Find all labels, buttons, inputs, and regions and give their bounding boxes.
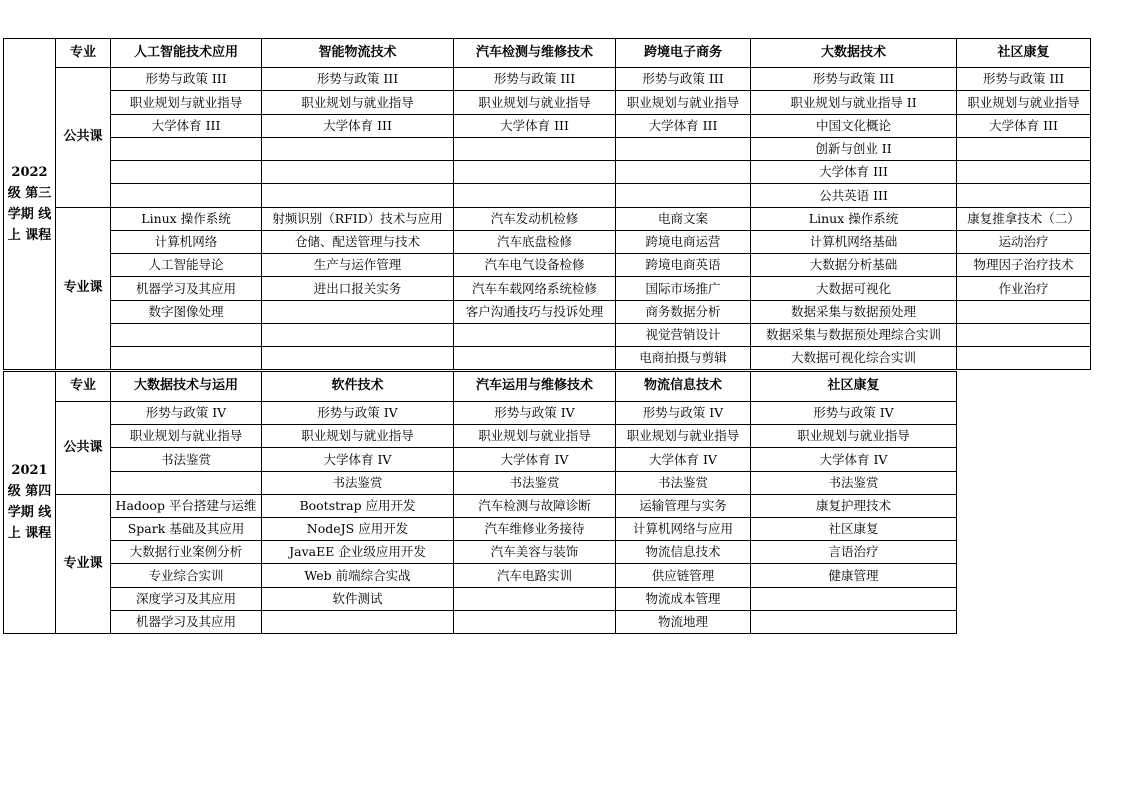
table-row	[4, 91, 1091, 114]
course-cell: 形势与政策 IV	[262, 402, 454, 425]
table-row	[4, 323, 1091, 346]
course-cell: 职业规划与就业指导	[454, 425, 616, 448]
course-cell: 言语治疗	[751, 541, 957, 564]
column-header: 专业	[56, 372, 111, 402]
table-row	[4, 425, 957, 448]
course-cell: 公共英语 III	[751, 184, 957, 207]
table-row	[4, 347, 1091, 370]
course-cell: 专业综合实训	[111, 564, 262, 587]
course-cell: NodeJS 应用开发	[262, 517, 454, 540]
course-cell	[454, 347, 616, 370]
course-cell: 职业规划与就业指导	[262, 425, 454, 448]
course-cell	[111, 323, 262, 346]
course-cell: 大学体育 III	[454, 114, 616, 137]
course-cell: 射频识别（RFID）技术与应用	[262, 207, 454, 230]
course-cell: 形势与政策 IV	[111, 402, 262, 425]
course-cell	[111, 137, 262, 160]
course-cell	[454, 610, 616, 633]
course-cell: 书法鉴赏	[616, 471, 751, 494]
course-cell: 机器学习及其应用	[111, 277, 262, 300]
course-cell: 汽车底盘检修	[454, 230, 616, 253]
course-cell: 计算机网络	[111, 230, 262, 253]
course-cell: 运动治疗	[957, 230, 1091, 253]
course-cell: Linux 操作系统	[111, 207, 262, 230]
schedule-table-2021	[3, 371, 957, 634]
course-cell	[111, 184, 262, 207]
table-row	[4, 564, 957, 587]
course-cell: 电商文案	[616, 207, 751, 230]
course-cell: 数据采集与数据预处理综合实训	[751, 323, 957, 346]
table-row	[4, 471, 957, 494]
course-cell: 形势与政策 III	[957, 68, 1091, 91]
course-cell: 大学体育 III	[262, 114, 454, 137]
course-cell: 计算机网络基础	[751, 230, 957, 253]
course-cell: 跨境电商运营	[616, 230, 751, 253]
course-cell	[957, 161, 1091, 184]
table-row	[4, 114, 1091, 137]
course-cell	[111, 347, 262, 370]
course-cell	[262, 300, 454, 323]
course-cell: 职业规划与就业指导	[111, 91, 262, 114]
course-cell: 大数据可视化综合实训	[751, 347, 957, 370]
course-cell: 创新与创业 II	[751, 137, 957, 160]
course-cell: 康复推拿技术（二）	[957, 207, 1091, 230]
table-row	[4, 494, 957, 517]
course-cell: 软件测试	[262, 587, 454, 610]
course-cell: 数据采集与数据预处理	[751, 300, 957, 323]
table-row	[4, 541, 957, 564]
course-cell: JavaEE 企业级应用开发	[262, 541, 454, 564]
course-cell: 汽车电路实训	[454, 564, 616, 587]
course-cell: 职业规划与就业指导	[751, 425, 957, 448]
column-header: 汽车检测与维修技术	[454, 39, 616, 68]
course-cell: 作业治疗	[957, 277, 1091, 300]
course-cell	[454, 323, 616, 346]
course-cell: 职业规划与就业指导	[262, 91, 454, 114]
course-cell: 形势与政策 III	[751, 68, 957, 91]
column-header: 跨境电子商务	[616, 39, 751, 68]
course-cell: 供应链管理	[616, 564, 751, 587]
table-row	[4, 137, 1091, 160]
course-cell	[262, 323, 454, 346]
table-row	[4, 610, 957, 633]
course-cell	[957, 184, 1091, 207]
course-cell: 形势与政策 IV	[751, 402, 957, 425]
table-row	[4, 448, 957, 471]
course-cell: 大数据行业案例分析	[111, 541, 262, 564]
course-cell: 汽车车载网络系统检修	[454, 277, 616, 300]
course-cell: 汽车发动机检修	[454, 207, 616, 230]
course-cell	[616, 137, 751, 160]
column-header: 物流信息技术	[616, 372, 751, 402]
course-cell: 人工智能导论	[111, 254, 262, 277]
course-cell: 形势与政策 III	[616, 68, 751, 91]
course-cell: 大学体育 IV	[616, 448, 751, 471]
column-header: 社区康复	[957, 39, 1091, 68]
course-cell	[262, 347, 454, 370]
course-cell: 数字图像处理	[111, 300, 262, 323]
header-row	[4, 39, 1091, 68]
course-cell	[262, 610, 454, 633]
course-cell: 大数据可视化	[751, 277, 957, 300]
category-label: 专业课	[56, 494, 111, 633]
table-row	[4, 277, 1091, 300]
table-row	[4, 207, 1091, 230]
course-cell	[751, 587, 957, 610]
table-row	[4, 161, 1091, 184]
course-cell: 大学体育 IV	[751, 448, 957, 471]
course-cell: 大数据分析基础	[751, 254, 957, 277]
course-cell: 职业规划与就业指导	[957, 91, 1091, 114]
category-label: 公共课	[56, 68, 111, 208]
table-row	[4, 587, 957, 610]
course-cell: 汽车美容与装饰	[454, 541, 616, 564]
schedule-table-2022	[3, 38, 1091, 370]
course-cell: 生产与运作管理	[262, 254, 454, 277]
course-cell	[751, 610, 957, 633]
course-cell: 物流信息技术	[616, 541, 751, 564]
course-cell: 职业规划与就业指导	[111, 425, 262, 448]
course-cell	[616, 161, 751, 184]
course-cell: 形势与政策 IV	[616, 402, 751, 425]
table-row	[4, 184, 1091, 207]
column-header: 软件技术	[262, 372, 454, 402]
course-cell	[454, 161, 616, 184]
semester-label: 2022 级 第三 学期 线上 课程	[4, 39, 56, 370]
course-cell: 物流成本管理	[616, 587, 751, 610]
table-row	[4, 517, 957, 540]
course-cell: 深度学习及其应用	[111, 587, 262, 610]
column-header: 专业	[56, 39, 111, 68]
course-cell: 职业规划与就业指导	[454, 91, 616, 114]
course-cell: 运输管理与实务	[616, 494, 751, 517]
course-cell: 康复护理技术	[751, 494, 957, 517]
course-cell: 书法鉴赏	[454, 471, 616, 494]
course-cell: 形势与政策 III	[111, 68, 262, 91]
course-cell	[616, 184, 751, 207]
course-cell: 健康管理	[751, 564, 957, 587]
course-cell: 大学体育 III	[751, 161, 957, 184]
course-cell	[957, 137, 1091, 160]
column-header: 汽车运用与维修技术	[454, 372, 616, 402]
course-cell: 客户沟通技巧与投诉处理	[454, 300, 616, 323]
course-cell: 职业规划与就业指导	[616, 91, 751, 114]
course-cell: 汽车检测与故障诊断	[454, 494, 616, 517]
course-cell: 中国文化概论	[751, 114, 957, 137]
course-cell: 跨境电商英语	[616, 254, 751, 277]
course-cell: 形势与政策 III	[454, 68, 616, 91]
course-cell: 物理因子治疗技术	[957, 254, 1091, 277]
table-row	[4, 68, 1091, 91]
column-header: 智能物流技术	[262, 39, 454, 68]
semester-label: 2021 级 第四 学期 线上 课程	[4, 372, 56, 634]
table-row	[4, 230, 1091, 253]
course-cell: 视觉营销设计	[616, 323, 751, 346]
course-cell	[454, 137, 616, 160]
course-cell	[111, 161, 262, 184]
category-label: 专业课	[56, 207, 111, 370]
column-header: 人工智能技术应用	[111, 39, 262, 68]
course-cell: 大学体育 IV	[262, 448, 454, 471]
table-row	[4, 254, 1091, 277]
course-cell: Bootstrap 应用开发	[262, 494, 454, 517]
course-cell: 国际市场推广	[616, 277, 751, 300]
course-cell: 形势与政策 IV	[454, 402, 616, 425]
course-cell: 职业规划与就业指导	[616, 425, 751, 448]
course-cell: Linux 操作系统	[751, 207, 957, 230]
course-cell	[454, 587, 616, 610]
course-cell: 大学体育 III	[957, 114, 1091, 137]
column-header: 大数据技术与运用	[111, 372, 262, 402]
course-cell: 职业规划与就业指导 II	[751, 91, 957, 114]
course-cell: 书法鉴赏	[751, 471, 957, 494]
course-cell: 形势与政策 III	[262, 68, 454, 91]
course-cell	[957, 323, 1091, 346]
course-cell: 商务数据分析	[616, 300, 751, 323]
course-cell: 大学体育 III	[616, 114, 751, 137]
course-cell	[262, 161, 454, 184]
course-cell: 汽车维修业务接待	[454, 517, 616, 540]
course-cell: Web 前端综合实战	[262, 564, 454, 587]
course-cell: 社区康复	[751, 517, 957, 540]
course-cell: 物流地理	[616, 610, 751, 633]
course-cell: 大学体育 IV	[454, 448, 616, 471]
course-cell	[957, 300, 1091, 323]
course-cell	[262, 184, 454, 207]
course-cell: 电商拍摄与剪辑	[616, 347, 751, 370]
table-row	[4, 300, 1091, 323]
course-cell: 仓储、配送管理与技术	[262, 230, 454, 253]
course-cell: 大学体育 III	[111, 114, 262, 137]
column-header: 社区康复	[751, 372, 957, 402]
course-cell: 机器学习及其应用	[111, 610, 262, 633]
course-cell: Spark 基础及其应用	[111, 517, 262, 540]
column-header: 大数据技术	[751, 39, 957, 68]
course-cell: 汽车电气设备检修	[454, 254, 616, 277]
course-cell	[957, 347, 1091, 370]
course-cell	[454, 184, 616, 207]
table-row	[4, 402, 957, 425]
category-label: 公共课	[56, 402, 111, 495]
course-cell: 书法鉴赏	[262, 471, 454, 494]
course-cell: 计算机网络与应用	[616, 517, 751, 540]
course-cell: 书法鉴赏	[111, 448, 262, 471]
course-cell	[111, 471, 262, 494]
course-cell: 进出口报关实务	[262, 277, 454, 300]
course-cell: Hadoop 平台搭建与运维	[111, 494, 262, 517]
course-cell	[262, 137, 454, 160]
header-row	[4, 372, 957, 402]
